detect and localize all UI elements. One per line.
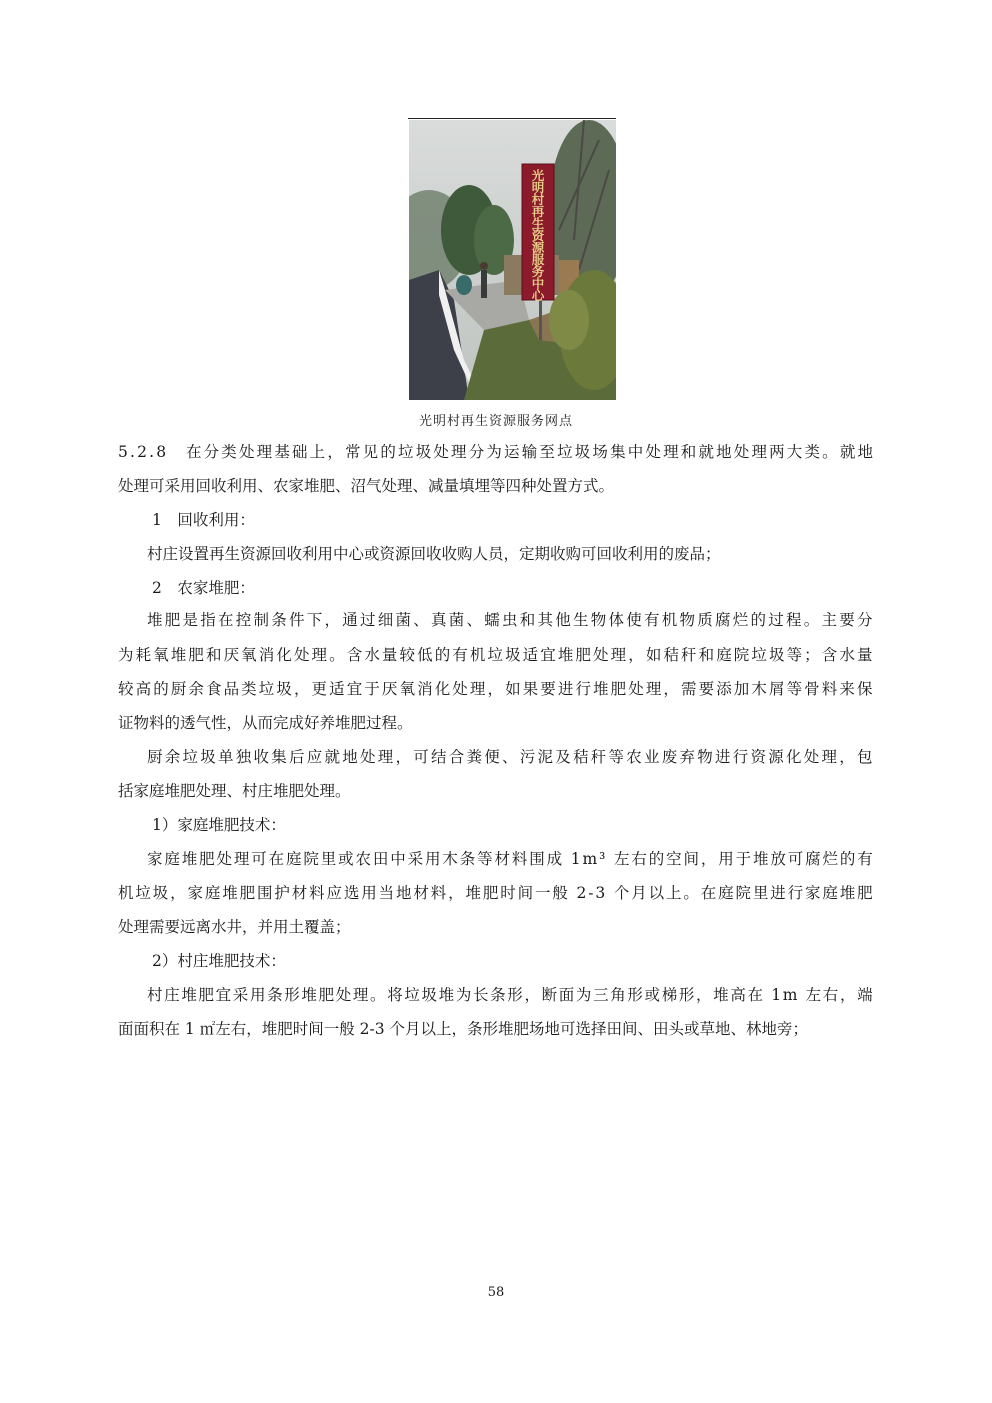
figure-caption: 光明村再生资源服务网点 [418,414,573,429]
text-line: 厨 余 垃 圾 单 独 收 集 后 应 就 地 处 理 ， 可 结 合 粪 便 、 污 泥 及 秸 秆 等 农 业 废 弃 物 进 行 资 源 化 处 理 ， 包 [147,748,873,766]
text-line: 1）家庭堆肥技术： [152,816,286,834]
svg-text:光明村再生资源服务中心: 光明村再生资源服务中心 [531,168,545,303]
text-line: 家 庭 堆 肥 处 理 可 在 庭 院 里 或 农 田 中 采 用 木 条 等 材 料 围 成 1 m ³ 左 右 的 空 间 ， 用 于 堆 放 可 腐 烂 的 有 [147,850,873,868]
text-line: 村庄设置再生资源回收利用中心或资源回收收购人员，定期收购可回收利用的废品； [147,545,721,563]
text-line: 较 高 的 厨 余 食 品 类 垃 圾 ， 更 适 宜 于 厌 氧 消 化 处 理 ， 如 果 要 进 行 堆 肥 处 理 ， 需 要 添 加 木 屑 等 骨 料 来 保 [118,680,873,698]
text-line: 5 . 2 . 8 在 分 类 处 理 基 础 上 ， 常 见 的 垃 圾 处 理 分 为 运 输 至 垃 圾 场 集 中 处 理 和 就 地 处 理 两 大 类 。 就 地 [118,443,873,461]
text-line: 面面积在 1 ㎡左右，堆肥时间一般 2-3 个月以上，条形堆肥场地可选择田间、田头或草地、林地旁； [118,1020,809,1038]
text-line: 2 农家堆肥： [152,579,255,597]
recycling-station-photo [409,120,616,400]
sign-text [531,168,545,303]
text-line: 村 庄 堆 肥 宜 采 用 条 形 堆 肥 处 理 。 将 垃 圾 堆 为 长 条 形 ， 断 面 为 三 角 形 或 梯 形 ， 堆 高 在 1 m 左 右 ， 端 [147,986,873,1004]
text-line: 处理可采用回收利用、农家堆肥、沼气处理、减量填埋等四种处置方式。 [118,477,615,495]
text-line: 机 垃 圾 ， 家 庭 堆 肥 围 护 材 料 应 选 用 当 地 材 料 ， 堆 肥 时 间 一 般 2 - 3 个 月 以 上 。 在 庭 院 里 进 行 家 庭 堆 肥 [118,884,873,902]
text-line: 括家庭堆肥处理、村庄堆肥处理。 [118,782,351,800]
text-line: 2）村庄堆肥技术： [152,952,286,970]
page-number: 58 [487,1285,505,1300]
text-line: 处理需要远离水井，并用土覆盖； [118,918,351,936]
figure-top-rule [408,118,616,119]
text-line: 为 耗 氧 堆 肥 和 厌 氧 消 化 处 理 。 含 水 量 较 低 的 有 机 垃 圾 适 宜 堆 肥 处 理 ， 如 秸 秆 和 庭 院 垃 圾 等 ； 含 水 量 [118,646,873,664]
text-line: 1 回收利用： [152,511,255,529]
text-line: 证物料的透气性，从而完成好养堆肥过程。 [118,714,413,732]
text-line: 堆 肥 是 指 在 控 制 条 件 下 ， 通 过 细 菌 、 真 菌 、 蠕 虫 和 其 他 生 物 体 使 有 机 物 质 腐 烂 的 过 程 。 主 要 分 [147,611,873,629]
